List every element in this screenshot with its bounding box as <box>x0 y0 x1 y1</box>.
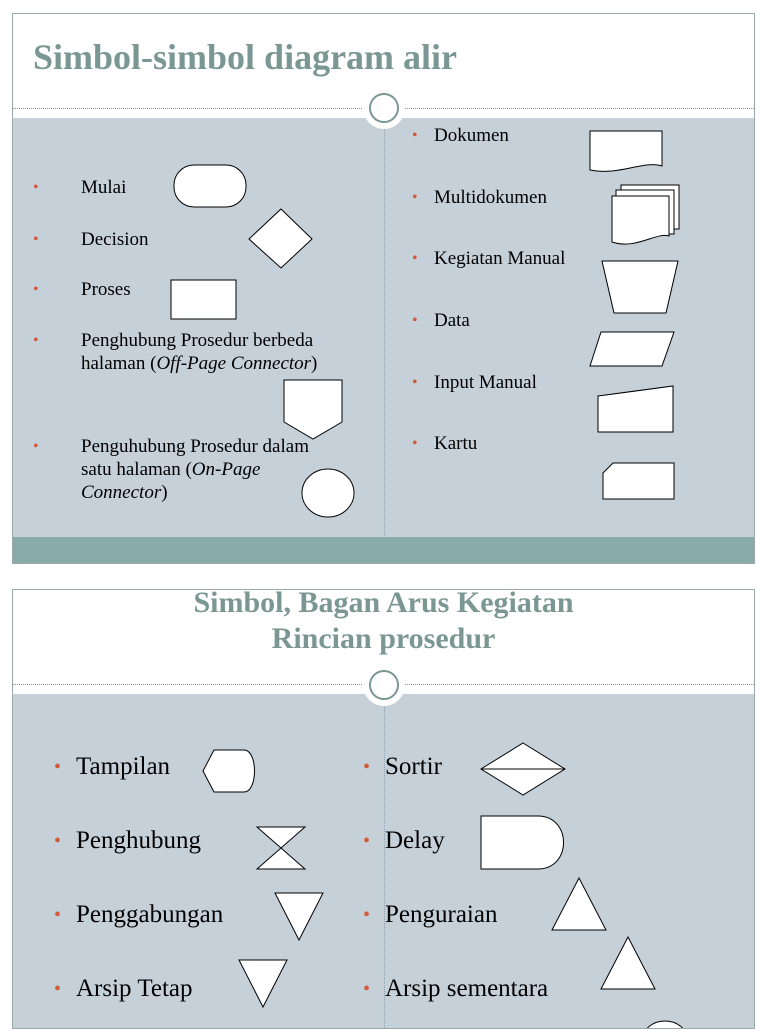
extract-triangle-icon <box>551 877 609 933</box>
footer-band <box>13 537 754 563</box>
slide-2-body <box>13 694 754 1029</box>
item-label-line2: satu halaman (On-Page <box>81 459 261 480</box>
item-sortir: • Sortir <box>363 753 442 780</box>
item-off-page-connector: • Penghubung Prosedur berbeda halaman (Off-Page Connector) <box>33 330 318 374</box>
item-label-line1: Penguhubung Prosedur dalam <box>81 436 309 457</box>
decision-diamond-icon <box>248 208 314 270</box>
item-penggabungan: • Penggabungan <box>54 901 224 928</box>
item-data: • Data <box>412 310 470 331</box>
document-icon <box>589 130 665 174</box>
item-arsip-tetap: • Arsip Tetap <box>54 975 193 1002</box>
item-proses: • Proses <box>33 279 131 300</box>
connector-hourglass-icon <box>256 826 308 872</box>
item-decision: • Decision <box>33 229 149 250</box>
item-multidokumen: • Multidokumen <box>412 187 547 208</box>
partial-circle-icon <box>641 1019 691 1029</box>
item-label: Delay <box>385 827 445 854</box>
item-label: Penghubung <box>76 827 201 854</box>
item-dokumen: • Dokumen <box>412 125 509 146</box>
slide-1-body <box>13 118 754 538</box>
item-on-page-connector: • Penguhubung Prosedur dalam satu halaman (On-Page Connector) <box>33 436 309 503</box>
item-label: Dokumen <box>434 125 509 146</box>
item-label: Penguraian <box>385 901 498 928</box>
item-label: Penggabungan <box>76 901 224 928</box>
sort-icon <box>480 742 568 800</box>
item-input-manual: • Input Manual <box>412 372 537 393</box>
temporary-file-triangle-icon <box>600 936 658 992</box>
item-kegiatan-manual: • Kegiatan Manual <box>412 248 566 269</box>
card-icon <box>602 462 677 502</box>
item-delay: • Delay <box>363 827 445 854</box>
item-label: Sortir <box>385 753 442 780</box>
item-label: Proses <box>81 279 131 300</box>
item-tampilan: • Tampilan <box>54 753 171 780</box>
item-arsip-sementara: • Arsip sementara <box>363 975 549 1002</box>
terminator-icon <box>173 164 249 210</box>
title-ornament <box>363 664 405 706</box>
item-label: Arsip sementara <box>385 975 549 1002</box>
item-penguraian: • Penguraian <box>363 901 498 928</box>
slide-2-title-line2: Rincian prosedur <box>271 622 496 655</box>
item-label: Arsip Tetap <box>76 975 193 1002</box>
slide-1 <box>12 13 755 564</box>
item-mulai: • Mulai <box>33 177 127 198</box>
multidocument-icon <box>611 184 683 250</box>
off-page-connector-icon <box>283 379 345 441</box>
item-label: Kegiatan Manual <box>434 248 566 269</box>
display-icon <box>202 749 260 795</box>
item-label-line2: halaman (Off-Page Connector) <box>81 353 318 374</box>
column-divider <box>384 118 385 538</box>
item-label-line3: Connector) <box>81 482 168 503</box>
slide-2-title-line1: Simbol, Bagan Arus Kegiatan <box>193 589 574 619</box>
item-kartu: • Kartu <box>412 433 478 454</box>
permanent-file-triangle-icon <box>238 959 290 1011</box>
process-rectangle-icon <box>170 279 238 321</box>
item-label: Mulai <box>81 177 127 198</box>
item-penghubung: • Penghubung <box>54 827 201 854</box>
item-label-line1: Penghubung Prosedur berbeda <box>81 330 314 351</box>
item-label: Decision <box>81 229 149 250</box>
slide-2-title <box>13 589 754 657</box>
delay-icon <box>480 815 568 873</box>
on-page-connector-circle-icon <box>301 468 357 520</box>
slide-2 <box>12 589 755 1029</box>
item-label: Kartu <box>434 433 478 454</box>
slide-1-title: Simbol-simbol diagram alir <box>33 37 458 77</box>
merge-triangle-icon <box>274 892 326 944</box>
item-label: Multidokumen <box>434 187 547 208</box>
item-label: Data <box>434 310 470 331</box>
title-ornament <box>363 87 405 129</box>
manual-input-icon <box>597 385 677 435</box>
item-label: Tampilan <box>76 753 171 780</box>
data-parallelogram-icon <box>589 331 677 369</box>
item-label: Input Manual <box>434 372 537 393</box>
manual-operation-trapezoid-icon <box>601 260 681 316</box>
